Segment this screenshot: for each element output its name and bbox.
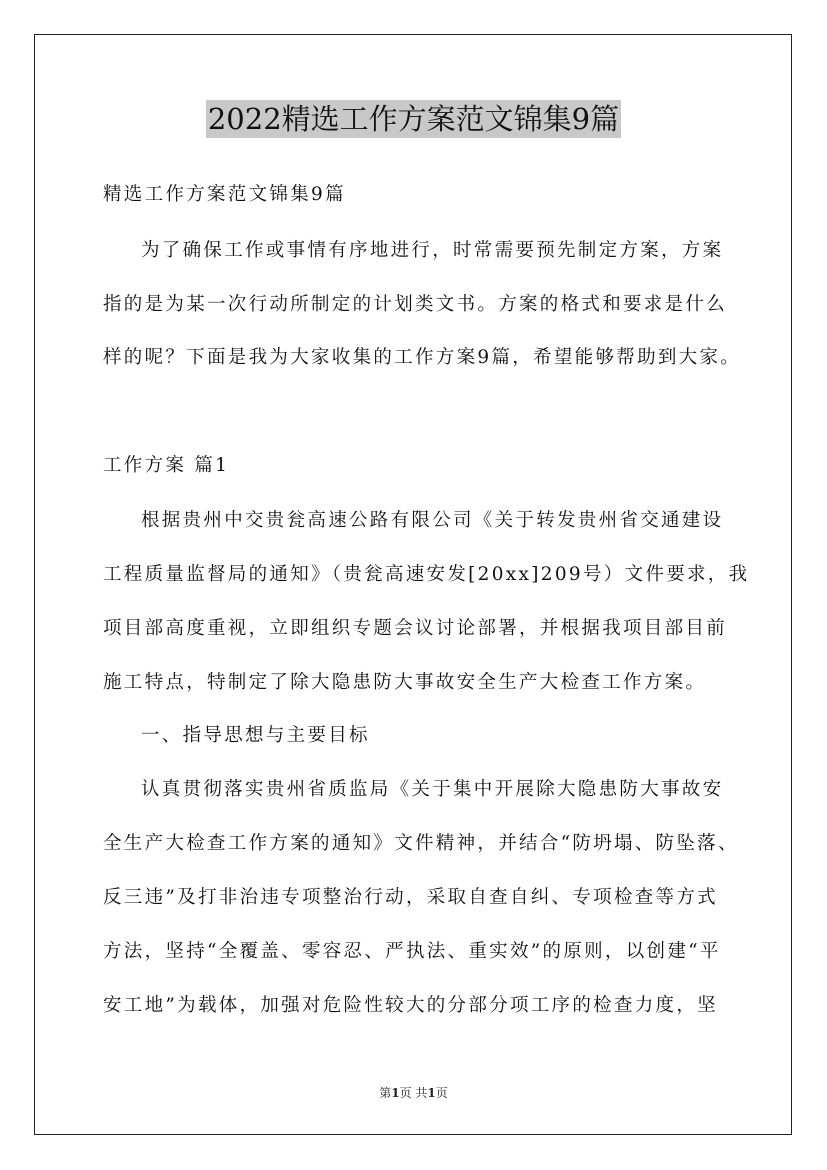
footer-page-current: 1 [391,1086,400,1100]
footer-page-mid: 页 共 [399,1086,428,1100]
paragraph-line: 指的是为某一次行动所制定的计划类文书。方案的格式和要求是什么 [103,294,728,315]
paragraph-line: 方法，坚持“全覆盖、零容忍、严执法、重实效”的原则，以创建“平 [103,941,721,962]
paragraph-line: 样的呢？下面是我为大家收集的工作方案9篇，希望能够帮助到大家。 [103,347,742,368]
page-footer [0,1084,827,1101]
paragraph-line: 施工特点，特制定了除大隐患防大事故安全生产大检查工作方案。 [103,672,707,693]
paragraph-line: 认真贯彻落实贵州省质监局《关于集中开展除大隐患防大事故安 [141,779,724,800]
document-title: 2022精选工作方案范文锦集9篇 [207,102,620,136]
footer-page-suffix: 页 [435,1086,448,1100]
paragraph-line: 根据贵州中交贵瓮高速公路有限公司《关于转发贵州省交通建设 [141,510,724,531]
section-heading: 工作方案 篇1 [103,455,230,476]
paragraph-line: 全生产大检查工作方案的通知》文件精神，并结合“防坍塌、防坠落、 [103,833,739,854]
paragraph-line: 为了确保工作或事情有序地进行，时常需要预先制定方案，方案 [141,240,724,261]
footer-page-total: 1 [427,1086,436,1100]
subtitle-line: 精选工作方案范文锦集9篇 [103,184,346,205]
paragraph-line: 工程质量监督局的通知》（贵瓮高速安发[20xx]209号）文件要求，我 [103,564,750,585]
paragraph-line: 安工地”为载体，加强对危险性较大的分部分项工序的检查力度，坚 [103,995,718,1016]
paragraph-line: 反三违”及打非治违专项整治行动，采取自查自纠、专项检查等方式 [103,887,718,908]
footer-page-prefix: 第 [379,1086,392,1100]
paragraph-line: 项目部高度重视，立即组织专题会议讨论部署，并根据我项目部目前 [103,618,728,639]
title-container [0,100,827,138]
subsection-heading: 一、指导思想与主要目标 [141,725,370,746]
